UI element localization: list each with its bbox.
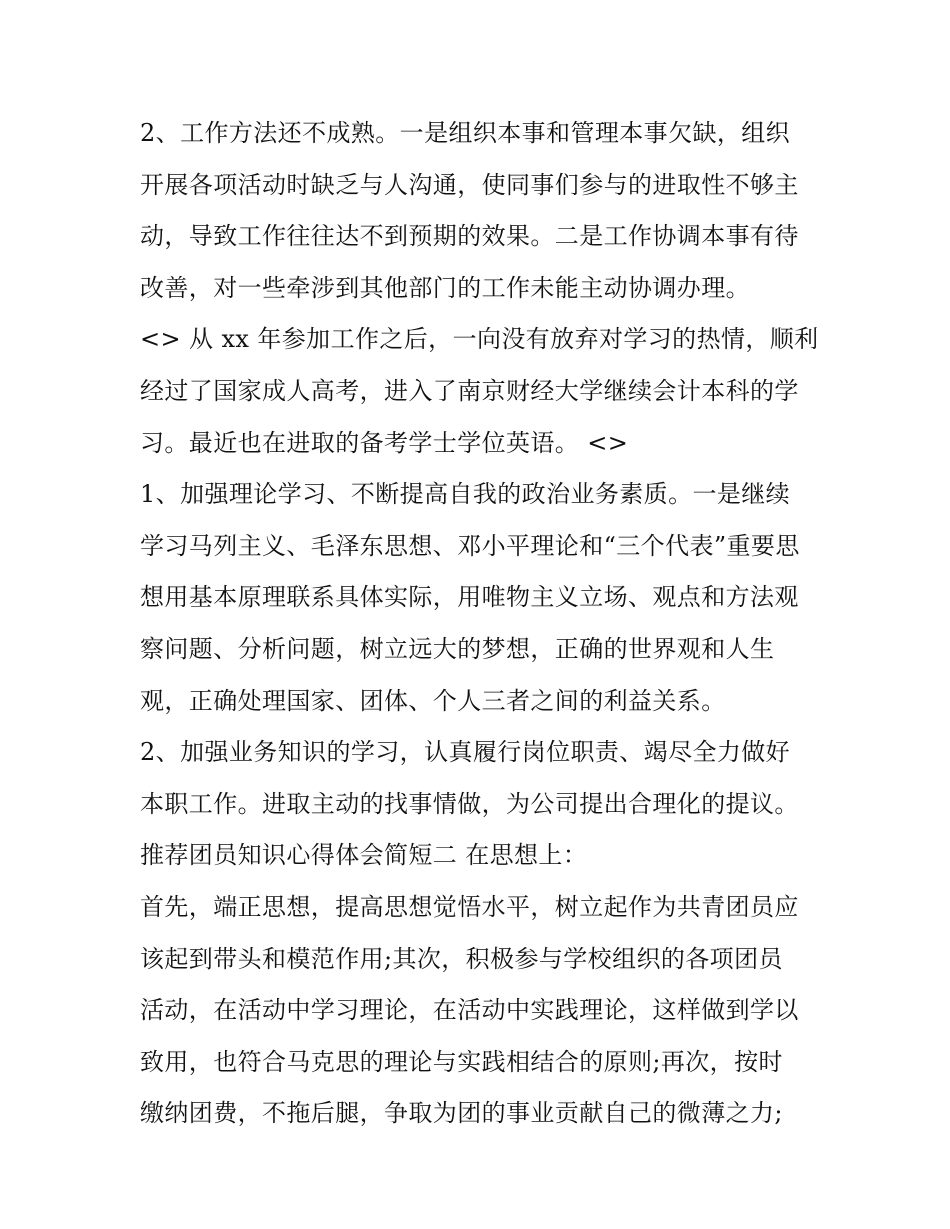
text-line: 1、加强理论学习、不断提高自我的政治业务素质。一是继续 — [140, 480, 791, 509]
text-line: 该起到带头和模范作用;其次，积极参与学校组织的各项团员 — [140, 944, 783, 973]
text-line: 2、加强业务知识的学习，认真履行岗位职责、竭尽全力做好 — [140, 738, 791, 767]
text-line: 推荐团员知识心得体会简短二 在思想上： — [140, 841, 588, 870]
text-line: <> 从 xx 年参加工作之后，一向没有放弃对学习的热情，顺利 — [140, 325, 819, 354]
text-line: 学习马列主义、毛泽东思想、邓小平理论和“三个代表”重要思 — [140, 531, 800, 560]
text-line: 习。最近也在进取的备考学士学位英语。 <> — [140, 428, 629, 457]
text-line: 致用，也符合马克思的理论与实践相结合的原则;再次，按时 — [140, 1047, 783, 1076]
text-line: 2、工作方法还不成熟。一是组织本事和管理本事欠缺，组织 — [140, 119, 791, 147]
text-line: 观，正确处理国家、团体、个人三者之间的利益关系。 — [140, 686, 726, 715]
text-line: 缴纳团费，不拖后腿，争取为团的事业贡献自己的微薄之力; — [140, 1099, 783, 1128]
text-line: 改善，对一些牵涉到其他部门的工作未能主动协调办理。 — [140, 273, 750, 302]
text-line: 本职工作。进取主动的找事情做，为公司提出合理化的提议。 — [140, 789, 799, 818]
text-line: 想用基本原理联系具体实际，用唯物主义立场、观点和方法观 — [140, 583, 799, 612]
text-line: 开展各项活动时缺乏与人沟通，使同事们参与的进取性不够主 — [140, 170, 799, 199]
text-line: 动，导致工作往往达不到预期的效果。二是工作协调本事有待 — [140, 222, 799, 251]
text-line: 活动，在活动中学习理论，在活动中实践理论，这样做到学以 — [140, 996, 799, 1025]
text-line: 察问题、分析问题，树立远大的梦想，正确的世界观和人生 — [140, 634, 775, 663]
text-line: 首先，端正思想，提高思想觉悟水平，树立起作为共青团员应 — [140, 892, 799, 921]
document-body — [140, 108, 830, 1140]
text-line: 经过了国家成人高考，进入了南京财经大学继续会计本科的学 — [140, 376, 799, 405]
